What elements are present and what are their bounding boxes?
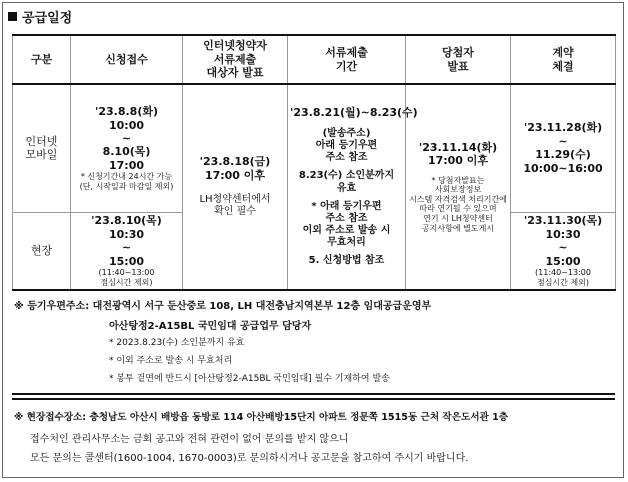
heading-text: 공급일정 [22,11,73,26]
contract-onsite-cell: '23.11.30(목) 10:30 ~ 15:00 (11:40~13:00 점심시간 제외) [511,212,616,290]
section-heading [8,7,72,26]
header-announce: 인터넷청약자 서류제출 대상자 발표 [183,35,288,84]
header-row [13,35,616,84]
docs-cell: '23.8.21(월)~8.23(수) (발송주소) 아래 등기우편 주소 참조 8.23(수) 소인분까지 유효 * 아래 등기우편 주소 참조 이외 주소로 발송 시 무효처리 5. 신청방법 참조 [288,84,406,290]
row-online [13,84,616,212]
header-category: 구분 [13,35,71,84]
mail-bullet-3: * 봉투 겉면에 반드시 [아산탕정2-A15BL 국민임대] 필수 기재하여 발송 [109,374,390,384]
mail-note-title: 등기우편주소 [27,301,86,312]
mail-bullet-2: * 이외 주소로 발송 시 무효처리 [109,356,233,366]
online-apply-cell: '23.8.8(화) 10:00 ~ 8.10(목) 17:00 * 신청기간내 24시간 가능 (단, 시작일과 마감일 제외) [71,84,183,212]
onsite-address: : 충청남도 아산시 배방읍 동방로 114 아산배방15단지 아파트 정문쪽 1515동 근처 작은도서관 1층 [82,412,509,423]
note-mark: ※ [14,301,24,312]
square-bullet-icon [8,12,17,21]
mail-address-note [12,292,615,395]
onsite-location-note [12,398,615,470]
header-apply: 신청접수 [71,35,183,84]
mail-address-line1: : 대전광역시 서구 둔산중로 108, LH 대전충남지역본부 12층 임대공급운영부 [85,301,432,312]
header-docs: 서류제출 기간 [288,35,406,84]
mail-address-line2: 아산탕정2-A15BL 국민임대 공급업무 담당자 [109,321,312,332]
contract-online-cell: '23.11.28(화) ~ 11.29(수) 10:00~16:00 [511,84,616,212]
winner-cell: '23.11.14(화) 17:00 이후 * 당첨자발표는 사회보장정보 시스템 자격검색 처리기간에 따라 연기될 수 있으며 연기 시 LH청약센터 공지사항에 별도게시 [406,84,511,290]
schedule-table [12,34,616,291]
onsite-note-title: 현장접수장소 [26,412,83,423]
row-onsite-label: 현장 [13,212,71,290]
announce-cell: '23.8.18(금) 17:00 이후 LH청약센터에서 확인 필수 [183,84,288,290]
header-winner: 당첨자 발표 [406,35,511,84]
onsite-line2: 접수처인 관리사무소는 금회 공고와 전혀 관련이 없어 문의를 받지 않으니 [30,434,349,445]
row-online-label: 인터넷 모바일 [13,84,71,212]
onsite-line3: 모든 문의는 콜센터(1600-1004, 1670-0003)로 문의하시거나 공고문을 참고하여 주시기 바랍니다. [30,453,469,464]
note-mark: ※ [14,412,24,423]
onsite-apply-cell: '23.8.10(목) 10:30 ~ 15:00 (11:40~13:00 점심시간 제외) [71,212,183,290]
header-contract: 계약 체결 [511,35,616,84]
mail-bullet-1: * 2023.8.23(수) 소인분까지 유효 [109,338,245,348]
